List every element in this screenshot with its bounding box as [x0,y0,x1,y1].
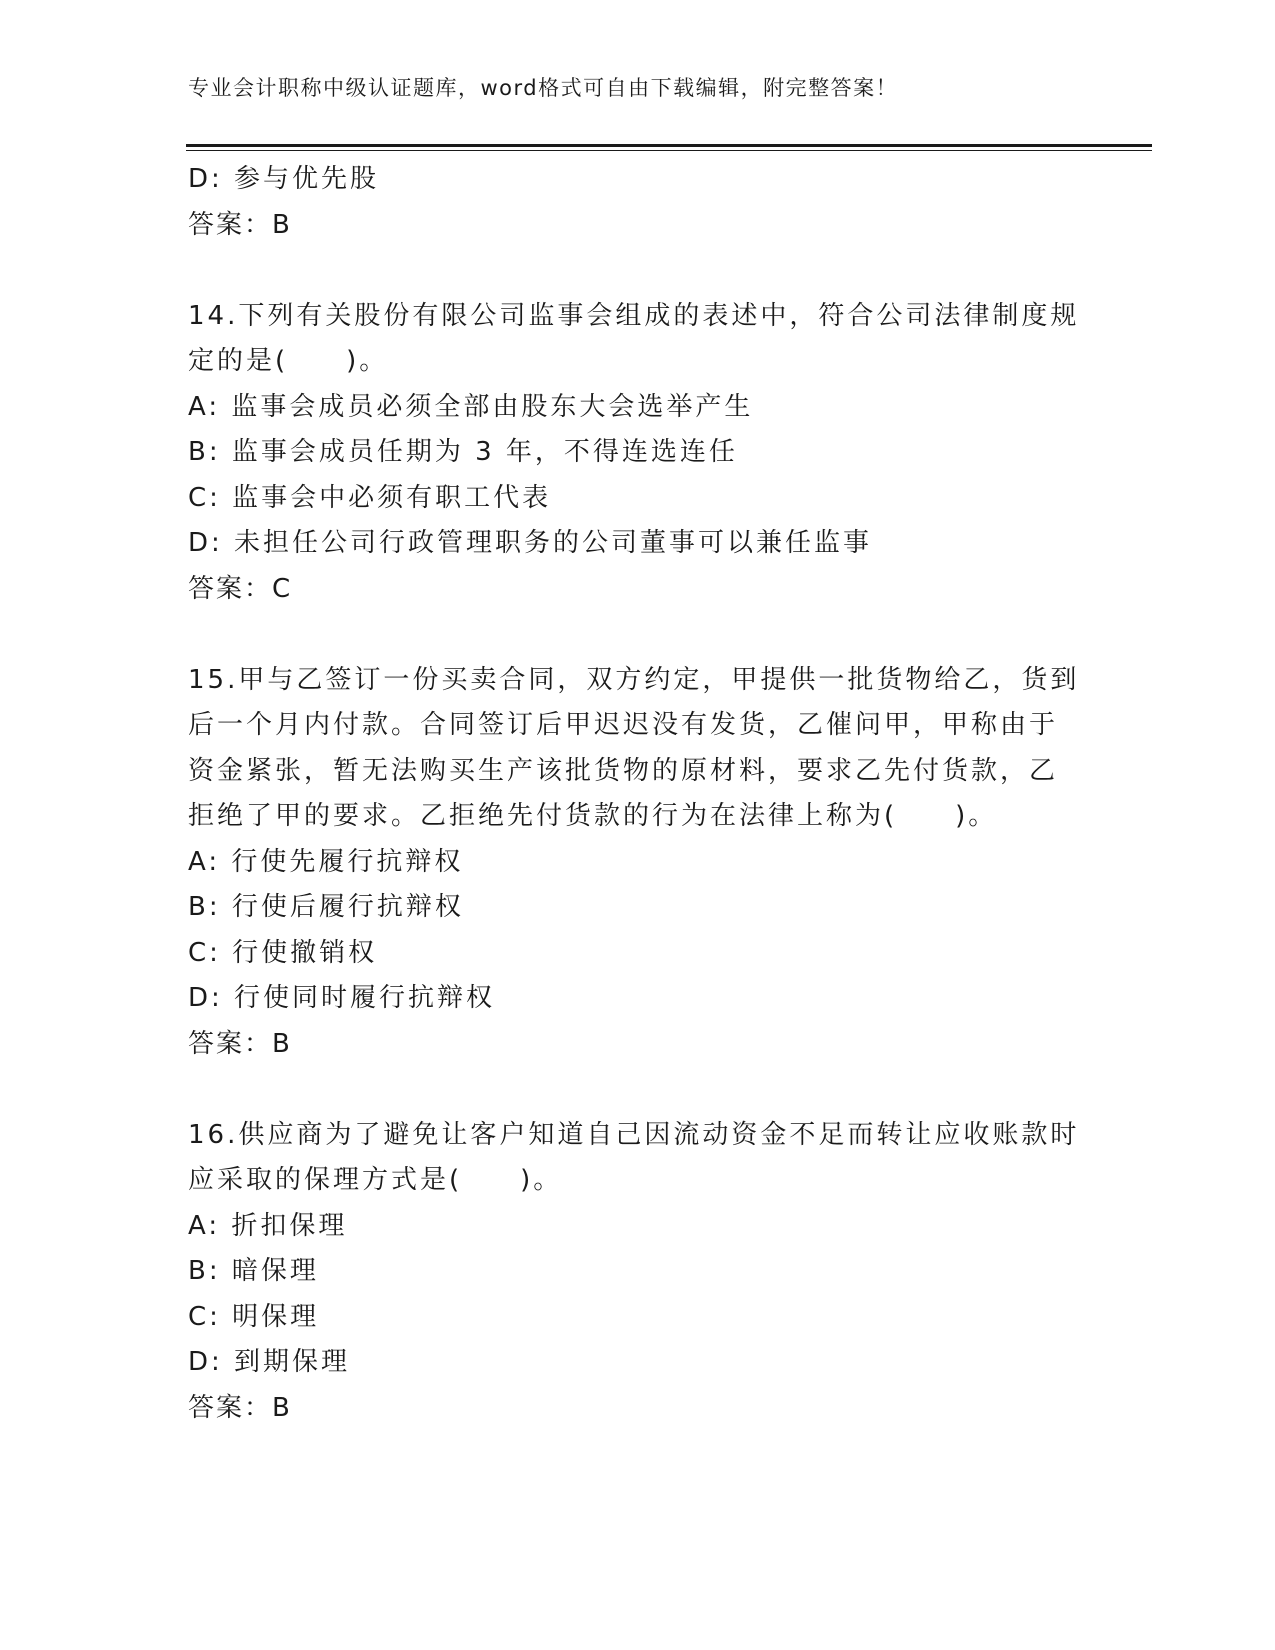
option-a: A: 折扣保理 [188,1210,348,1241]
stem-line: 拒绝了甲的要求。乙拒绝先付货款的行为在法律上称为( )。 [188,801,998,831]
question-15 [188,658,1118,1068]
option-a: A: 监事会成员必须全部由股东大会选举产生 [188,391,754,422]
option-c: C: 监事会中必须有职工代表 [188,482,552,513]
stem-line: 后一个月内付款。合同签订后甲迟迟没有发货，乙催问甲，甲称由于 [188,710,1059,740]
stem-line: 14.下列有关股份有限公司监事会组成的表述中，符合公司法律制度规 [188,300,1080,331]
question-list [188,157,1118,1431]
option-a: A: 行使先履行抗辩权 [188,846,464,877]
answer-line: 答案：B [188,209,292,240]
option-d: D: 到期保理 [188,1347,351,1377]
answer-line: 答案：B [188,1392,292,1423]
page-header: 专业会计职称中级认证题库，word格式可自由下载编辑，附完整答案！ [188,76,899,100]
stem-line: 16.供应商为了避免让客户知道自己因流动资金不足而转让应收账款时 [188,1119,1080,1150]
stem-line: 应采取的保理方式是( )。 [188,1165,563,1195]
question-stem [188,294,1118,385]
answer-line: 答案：C [188,573,293,604]
question-stem [188,658,1118,840]
option-d: D: 行使同时履行抗辩权 [188,983,496,1013]
question-14 [188,294,1118,613]
option-c: C: 明保理 [188,1301,320,1332]
question-13-tail [188,157,1118,248]
option-d: D: 参与优先股 [188,164,380,194]
answer-line: 答案：B [188,1028,292,1059]
option-d: D: 未担任公司行政管理职务的公司董事可以兼任监事 [188,528,873,558]
header-rule-thin [186,150,1152,151]
option-b: B: 行使后履行抗辩权 [188,892,464,922]
stem-line: 定的是( )。 [188,346,389,376]
header-rule-thick [186,144,1152,147]
question-16 [188,1113,1118,1432]
stem-line: 15.甲与乙签订一份买卖合同，双方约定，甲提供一批货物给乙，货到 [188,664,1080,695]
option-b: B: 监事会成员任期为 3 年，不得连选连任 [188,437,738,467]
option-c: C: 行使撤销权 [188,937,378,968]
question-stem [188,1113,1118,1204]
option-b: B: 暗保理 [188,1256,319,1286]
stem-line: 资金紧张，暂无法购买生产该批货物的原材料，要求乙先付货款，乙 [188,755,1059,786]
